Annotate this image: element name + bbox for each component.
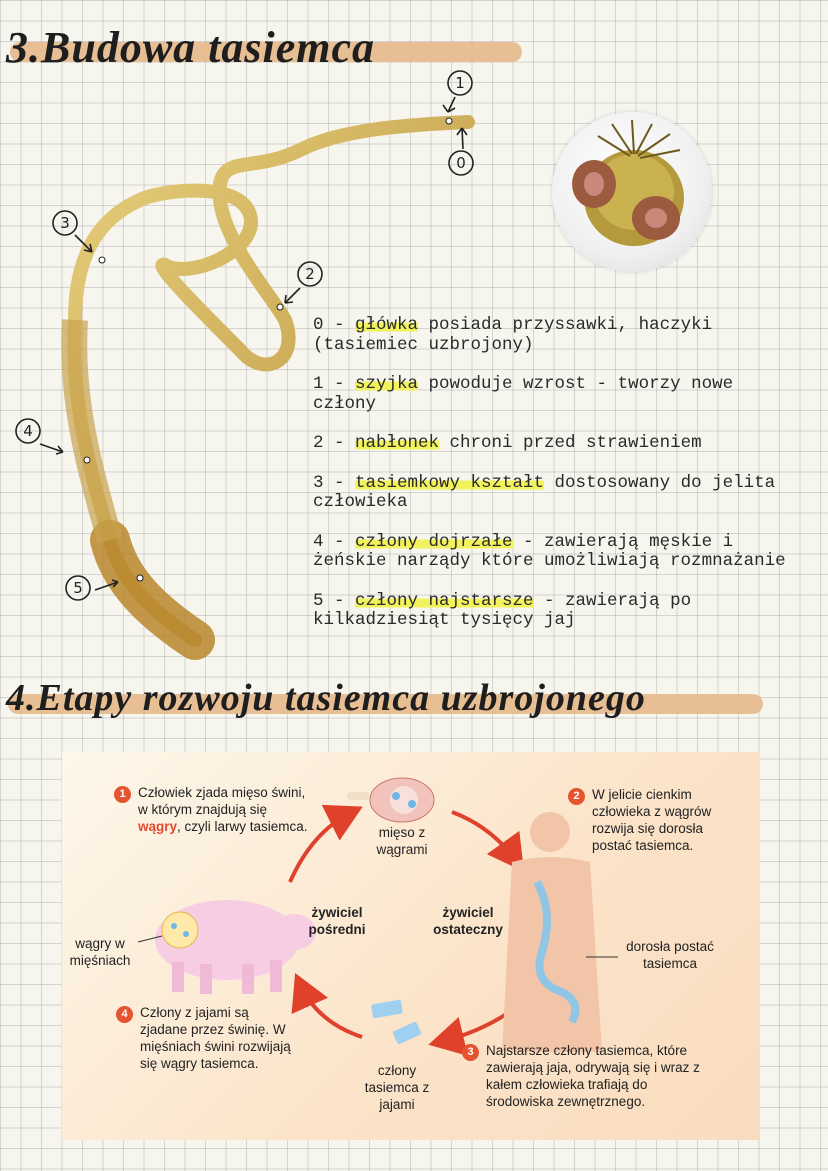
step-1-text: Człowiek zjada mięso świni, w którym znajdują się wągry, czyli larwy tasiemca. [138, 785, 308, 834]
step-2-text: W jelicie cienkim człowieka z wągrów rozwija się dorosła postać tasiemca. [592, 787, 712, 853]
step-1-badge: 1 [114, 786, 131, 803]
note-1: 1 - szyjka powoduje wzrost - tworzy nowe człony [313, 374, 734, 414]
intermediate-host-label: żywiciel pośredni [308, 905, 366, 937]
note-4: 4 - człony dojrzałe - zawierają męskie i żeńskie narządy które umożliwiają rozmnażanie [313, 531, 786, 571]
pig-icon [138, 900, 316, 994]
callout-1: 1 [455, 74, 465, 92]
step-4-text: Człony z jajami są zjadane przez świnię. W mięśniach świni rozwijają się wągry tasiemca. [140, 1005, 291, 1071]
segments-icon [371, 1000, 422, 1045]
note-5: 5 - człony najstarsze - zawierają po kilkadziesiąt tysięcy jaj [313, 590, 692, 630]
final-host-label: żywiciel ostateczny [433, 905, 503, 937]
section-title-structure: 3.Budowa tasiemca [6, 23, 376, 72]
callout-4: 4 [23, 422, 33, 440]
scolex-image [552, 112, 712, 272]
note-3: 3 - tasiemkowy kształt dostosowany do jelita człowieka [313, 472, 776, 512]
meat-icon [347, 778, 434, 822]
section-title-lifecycle: 4.Etapy rozwoju tasiemca uzbrojonego [6, 677, 646, 719]
note-0: 0 - główka posiada przyssawki, haczyki (tasiemiec uzbrojony) [313, 315, 713, 355]
lifecycle-diagram [62, 752, 760, 1140]
step-3-badge: 3 [462, 1044, 479, 1061]
structure-notes [313, 316, 803, 651]
callout-2: 2 [305, 265, 315, 283]
callout-0: 0 [456, 154, 466, 172]
step-4-badge: 4 [116, 1006, 133, 1023]
segments-label: człony tasiemca z jajami [364, 1063, 430, 1112]
note-2: 2 - nabłonek chroni przed strawieniem [313, 433, 702, 453]
adult-label: dorosła postać tasiemca [626, 939, 714, 971]
step-2-badge: 2 [568, 788, 585, 805]
step-3-text: Najstarsze człony tasiemca, które zawierają jaja, odrywają się i wraz z kałem człowieka trafiają do środowiska zewnętrznego. [486, 1043, 700, 1109]
muscle-label: wągry w mięśniach [69, 936, 131, 968]
callout-3: 3 [60, 214, 70, 232]
meat-label: mięso z wągrami [376, 825, 428, 857]
callout-5: 5 [73, 579, 83, 597]
